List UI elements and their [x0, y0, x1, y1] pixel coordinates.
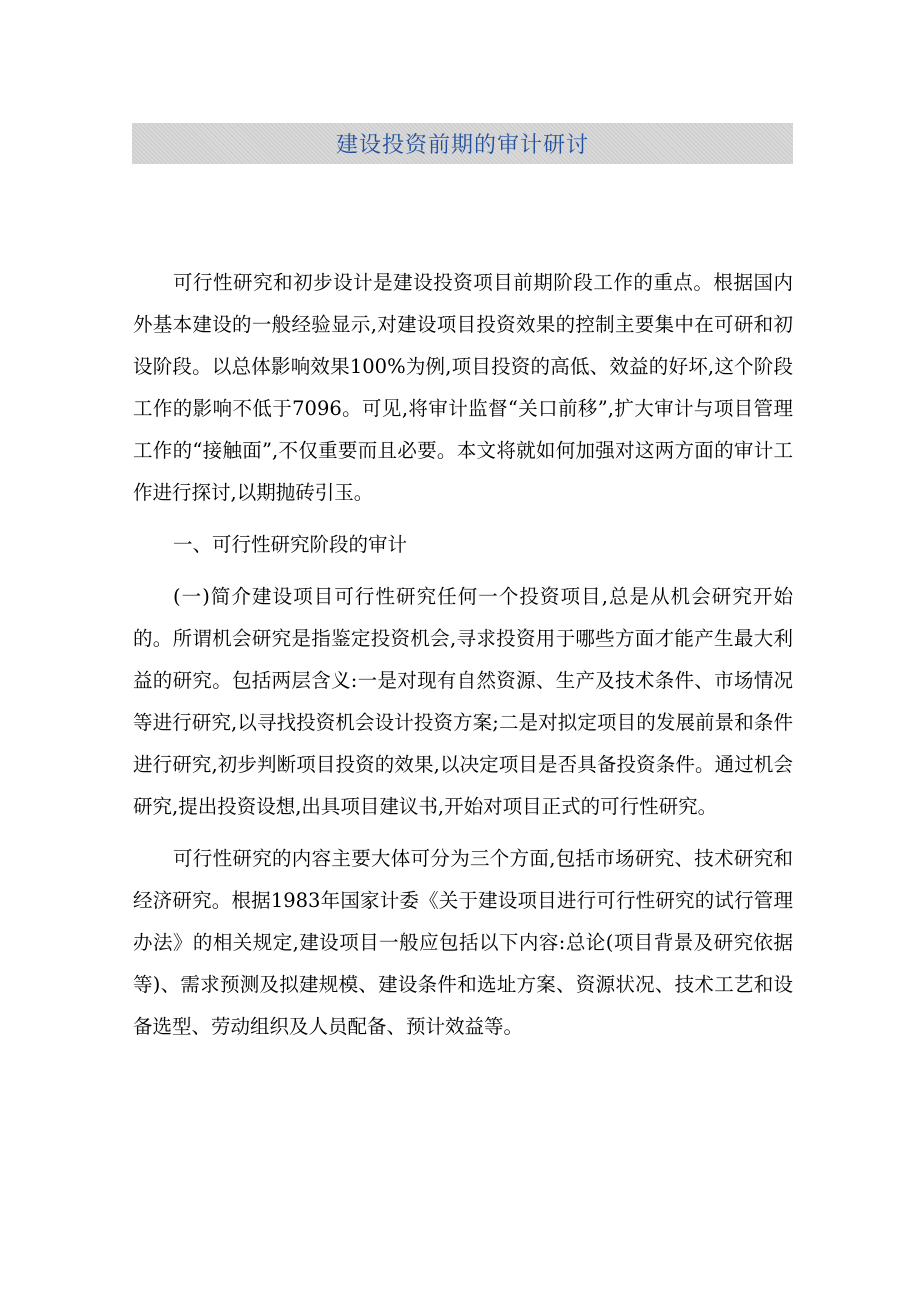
document-body	[133, 262, 793, 1048]
paragraph-intro: 可行性研究和初步设计是建设投资项目前期阶段工作的重点。根据国内外基本建设的一般经验显示,对建设项目投资效果的控制主要集中在可研和初设阶段。以总体影响效果100%为例,项目投资的高低、效益的好坏,这个阶段工作的影响不低于7096。可见,将审计监督“关口前移”,扩大审计与项目管理工作的“接触面”,不仅重要而且必要。本文将就如何加强对这两方面的审计工作进行探讨,以期抛砖引玉。	[133, 271, 793, 504]
section-heading: 一、可行性研究阶段的审计	[173, 533, 408, 556]
paragraph-opportunity-study: (一)简介建设项目可行性研究任何一个投资项目,总是从机会研究开始的。所谓机会研究是指鉴定投资机会,寻求投资用于哪些方面才能产生最大利益的研究。包括两层含义:一是对现有自然资源、生产及技术条件、市场情况等进行研究,以寻找投资机会设计投资方案;二是对拟定项目的发展前景和条件进行研究,初步判断项目投资的效果,以决定项目是否具备投资条件。通过机会研究,提出投资设想,出具项目建议书,开始对项目正式的可行性研究。	[133, 585, 793, 818]
document-title: 建设投资前期的审计研讨	[335, 133, 589, 158]
paragraph-feasibility-content: 可行性研究的内容主要大体可分为三个方面,包括市场研究、技术研究和经济研究。根据1983年国家计委《关于建设项目进行可行性研究的试行管理办法》的相关规定,建设项目一般应包括以下内容:总论(项目背景及研究依据等)、需求预测及拟建规模、建设条件和选址方案、资源状况、技术工艺和设备选型、劳动组织及人员配备、预计效益等。	[133, 847, 793, 1038]
title-banner	[132, 123, 793, 164]
